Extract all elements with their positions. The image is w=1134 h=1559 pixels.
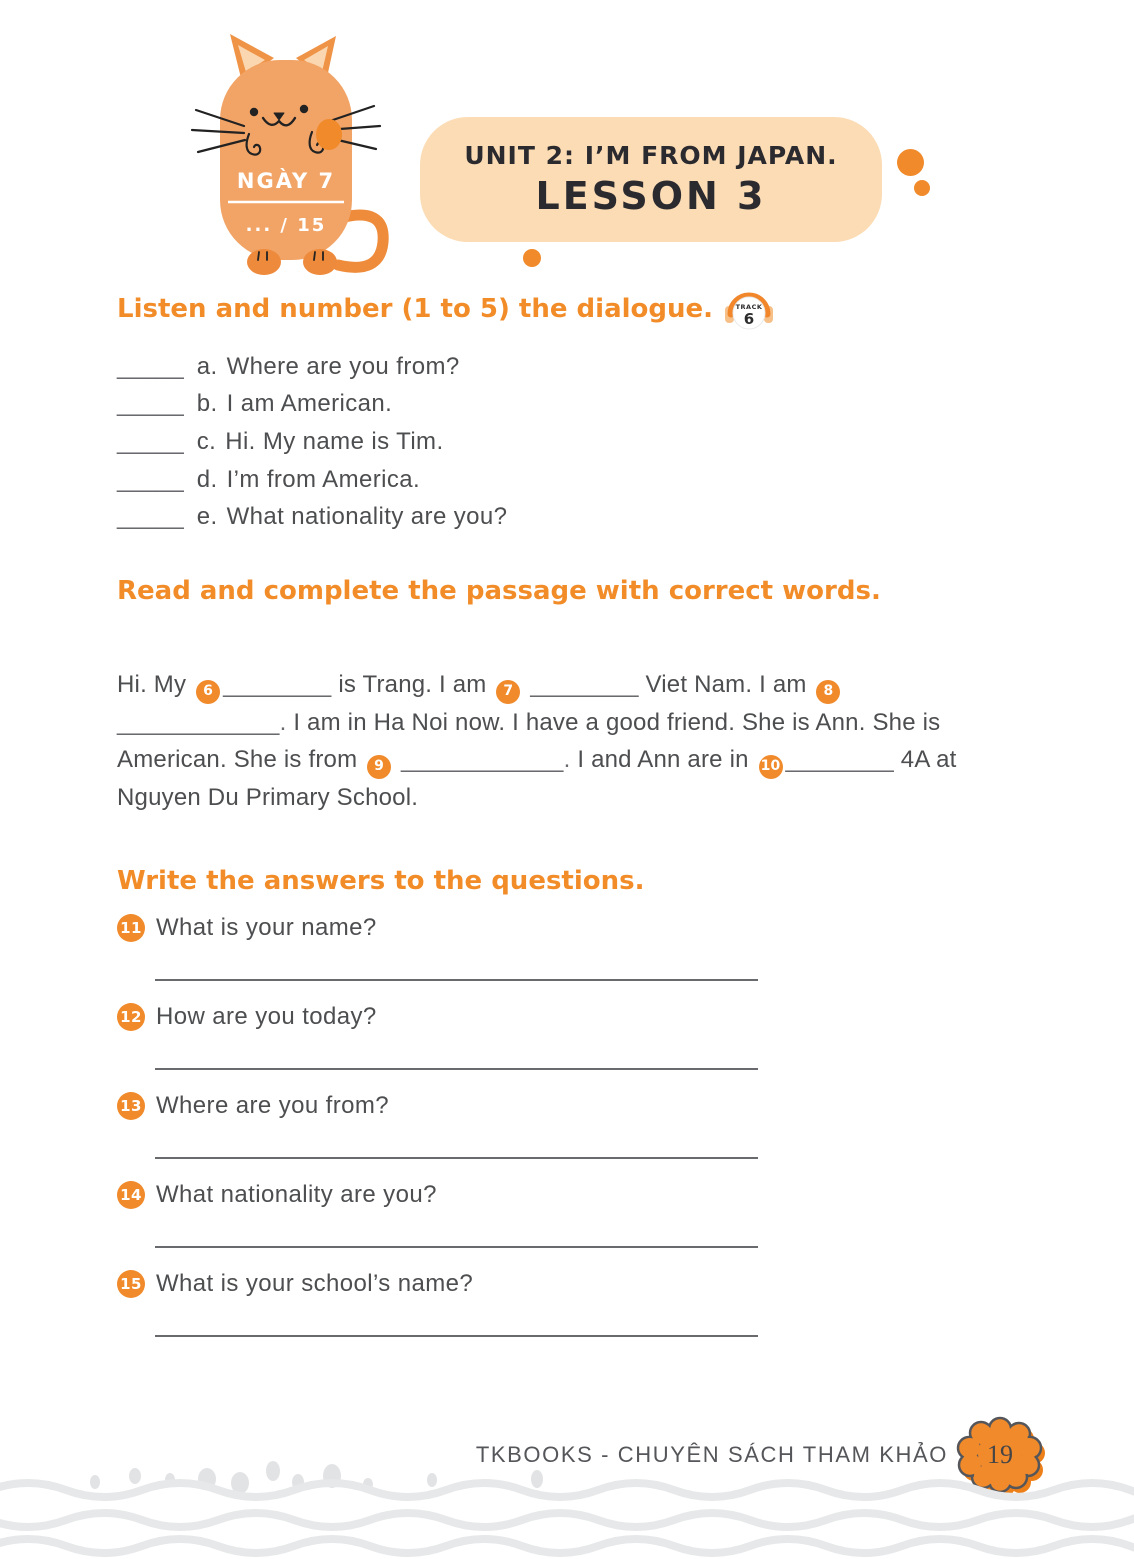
section-write-answers	[117, 866, 1027, 1355]
question-number-badge: 15	[117, 1270, 145, 1298]
fill-blank-7[interactable]: ________	[523, 671, 639, 698]
decorative-waves	[0, 1458, 1134, 1559]
cloze-passage: Hi. My 6 ________ is Trang. I am 7 ________ Viet Nam. I am 8 ____________. I am in Ha Noi now. I have a good friend. She is Ann. She is American. She is from 9 ____________. I and Ann are in 10 ________ 4A at Nguyen Du Primary School.	[117, 671, 957, 811]
day-label: NGÀY 7	[236, 169, 336, 193]
decor-dot	[523, 249, 541, 267]
section-write-title: Write the answers to the questions.	[117, 866, 645, 896]
lesson-banner	[420, 117, 882, 242]
dialogue-text: Hi. My name is Tim.	[225, 427, 444, 455]
cat-eye-right	[300, 105, 308, 113]
dialogue-item-b: _____ b. I am American.	[117, 390, 393, 418]
blank-number-badge-6: 6	[196, 680, 220, 704]
number-blank[interactable]: _____	[117, 503, 184, 531]
dialogue-text: I am American.	[226, 390, 393, 418]
section-listen-and-number	[117, 286, 1027, 536]
number-blank[interactable]: _____	[117, 352, 184, 380]
number-blank[interactable]: _____	[117, 465, 184, 493]
blank-number-badge-10: 10	[759, 755, 783, 779]
number-blank[interactable]: _____	[117, 427, 184, 455]
question-number-badge: 12	[117, 1003, 145, 1031]
answer-line[interactable]	[155, 1067, 758, 1070]
question-text: How are you today?	[156, 1003, 377, 1030]
question-list	[117, 914, 1027, 1355]
dialogue-item-a: _____ a. Where are you from?	[117, 352, 460, 380]
fill-blank-10[interactable]: ________	[785, 746, 894, 774]
cat-mascot-illustration	[190, 28, 390, 288]
cat-foot-right	[303, 249, 337, 275]
audio-track-icon	[723, 286, 775, 332]
question-11	[117, 914, 1027, 999]
number-blank[interactable]: _____	[117, 390, 184, 418]
decor-dot	[897, 149, 924, 176]
answer-line[interactable]	[155, 1156, 758, 1159]
dialogue-item-c: _____ c. Hi. My name is Tim.	[117, 427, 444, 455]
dialogue-item-e: _____ e. What nationality are you?	[117, 503, 508, 531]
blank-number-badge-8: 8	[816, 680, 840, 704]
answer-line[interactable]	[155, 1334, 758, 1337]
fill-blank-9[interactable]: ____________.	[394, 746, 571, 774]
page-number: 19	[987, 1440, 1013, 1469]
decor-dot	[914, 180, 930, 196]
question-number-badge: 13	[117, 1092, 145, 1120]
lesson-title: LESSON 3	[535, 174, 767, 218]
dialogue-text: I’m from America.	[226, 465, 421, 493]
question-text: What nationality are you?	[156, 1181, 437, 1208]
score-label: ... / 15	[245, 215, 327, 236]
cat-eye-left	[250, 108, 258, 116]
blank-number-badge-7: 7	[496, 680, 520, 704]
question-text: Where are you from?	[156, 1092, 390, 1119]
unit-title: UNIT 2: I’M FROM JAPAN.	[464, 141, 838, 170]
question-15	[117, 1270, 1027, 1355]
track-label: TRACK	[735, 303, 763, 311]
dialogue-text: What nationality are you?	[226, 503, 508, 531]
decor-dot	[316, 119, 342, 150]
cat-foot-left	[247, 249, 281, 275]
blank-number-badge-9: 9	[367, 755, 391, 779]
publisher-footer: TKBOOKS - CHUYÊN SÁCH THAM KHẢO	[475, 1442, 948, 1467]
track-number: 6	[743, 310, 755, 328]
question-text: What is your name?	[156, 914, 377, 941]
dialogue-item-d: _____ d. I’m from America.	[117, 465, 421, 493]
dialogue-list	[117, 348, 1027, 536]
answer-line[interactable]	[155, 978, 758, 981]
section-listen-title: Listen and number (1 to 5) the dialogue.	[117, 294, 714, 324]
question-text: What is your school’s name?	[156, 1270, 474, 1297]
section-read-title: Read and complete the passage with correct words.	[117, 576, 881, 606]
fill-blank-6[interactable]: ________	[223, 671, 332, 698]
question-13	[117, 1092, 1027, 1177]
question-number-badge: 14	[117, 1181, 145, 1209]
fill-blank-8[interactable]: ____________.	[117, 708, 287, 736]
section-read-and-complete	[117, 576, 1019, 817]
question-14	[117, 1181, 1027, 1266]
question-12	[117, 1003, 1027, 1088]
dialogue-text: Where are you from?	[226, 352, 460, 380]
answer-line[interactable]	[155, 1245, 758, 1248]
question-number-badge: 11	[117, 914, 145, 942]
